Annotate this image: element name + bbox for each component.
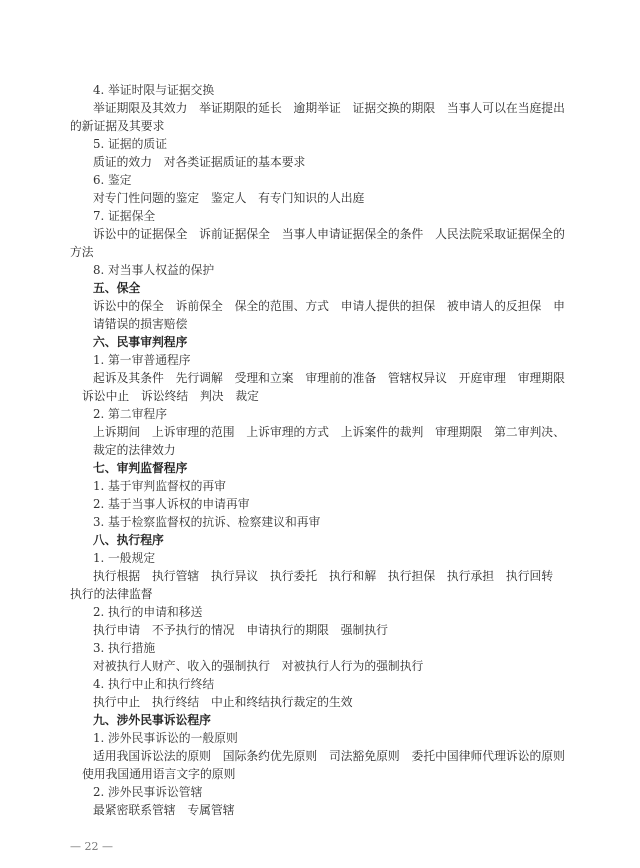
subsection-title: 2. 执行的申请和移送 bbox=[93, 605, 203, 619]
section-heading: 五、保全 bbox=[93, 281, 141, 295]
body-line: 适用我国诉讼法的原则 国际条约优先原则 司法豁免原则 委托中国律师代理诉讼的原则 bbox=[93, 749, 565, 763]
subsection-title: 5. 证据的质证 bbox=[93, 137, 167, 151]
section-heading: 七、审判监督程序 bbox=[93, 461, 188, 475]
subsection-title: 1. 基于审判监督权的再审 bbox=[93, 479, 226, 493]
subsection-title: 4. 举证时限与证据交换 bbox=[93, 83, 215, 97]
subsection-title: 3. 基于检察监督权的抗诉、检察建议和再审 bbox=[93, 515, 321, 529]
body-line-continued: 的新证据及其要求 bbox=[70, 119, 165, 133]
subsection-title: 2. 基于当事人诉权的申请再审 bbox=[93, 497, 250, 511]
body-line: 起诉及其条件 先行调解 受理和立案 审理前的准备 管辖权异议 开庭审理 审理期限 bbox=[93, 371, 565, 385]
body-line-continued: 请错误的损害赔偿 bbox=[93, 317, 188, 331]
body-line: 举证期限及其效力 举证期限的延长 逾期举证 证据交换的期限 当事人可以在当庭提出 bbox=[93, 101, 565, 115]
body-line: 执行根据 执行管辖 执行异议 执行委托 执行和解 执行担保 执行承担 执行回转 bbox=[93, 569, 554, 583]
section-heading: 九、涉外民事诉讼程序 bbox=[93, 713, 211, 727]
subsection-title: 2. 涉外民事诉讼管辖 bbox=[93, 785, 203, 799]
page-number: — 22 — bbox=[70, 840, 113, 853]
body-line-continued: 裁定的法律效力 bbox=[93, 443, 176, 457]
body-line: 对被执行人财产、收入的强制执行 对被执行人行为的强制执行 bbox=[93, 659, 424, 673]
body-line-continued: 诉讼中止 诉讼终结 判决 裁定 bbox=[82, 389, 259, 403]
subsection-title: 8. 对当事人权益的保护 bbox=[93, 263, 215, 277]
body-line-continued: 使用我国通用语言文字的原则 bbox=[82, 767, 236, 781]
body-line: 质证的效力 对各类证据质证的基本要求 bbox=[93, 155, 306, 169]
body-line: 执行中止 执行终结 中止和终结执行裁定的生效 bbox=[93, 695, 353, 709]
subsection-title: 4. 执行中止和执行终结 bbox=[93, 677, 215, 691]
subsection-title: 3. 执行措施 bbox=[93, 641, 156, 655]
body-line-continued: 执行的法律监督 bbox=[70, 587, 153, 601]
body-line: 诉讼中的保全 诉前保全 保全的范围、方式 申请人提供的担保 被申请人的反担保 申 bbox=[93, 299, 565, 313]
subsection-title: 6. 鉴定 bbox=[93, 173, 132, 187]
body-line: 上诉期间 上诉审理的范围 上诉审理的方式 上诉案件的裁判 审理期限 第二审判决、 bbox=[93, 425, 565, 439]
subsection-title: 1. 第一审普通程序 bbox=[93, 353, 191, 367]
subsection-title: 1. 一般规定 bbox=[93, 551, 156, 565]
body-line-continued: 方法 bbox=[70, 245, 94, 259]
section-heading: 八、执行程序 bbox=[93, 533, 164, 547]
subsection-title: 1. 涉外民事诉讼的一般原则 bbox=[93, 731, 238, 745]
section-heading: 六、民事审判程序 bbox=[93, 335, 188, 349]
subsection-title: 2. 第二审程序 bbox=[93, 407, 167, 421]
body-line: 对专门性问题的鉴定 鉴定人 有专门知识的人出庭 bbox=[93, 191, 365, 205]
body-line: 最紧密联系管辖 专属管辖 bbox=[93, 803, 235, 817]
subsection-title: 7. 证据保全 bbox=[93, 209, 156, 223]
body-line: 诉讼中的证据保全 诉前证据保全 当事人申请证据保全的条件 人民法院采取证据保全的 bbox=[93, 227, 565, 241]
body-line: 执行申请 不予执行的情况 申请执行的期限 强制执行 bbox=[93, 623, 388, 637]
